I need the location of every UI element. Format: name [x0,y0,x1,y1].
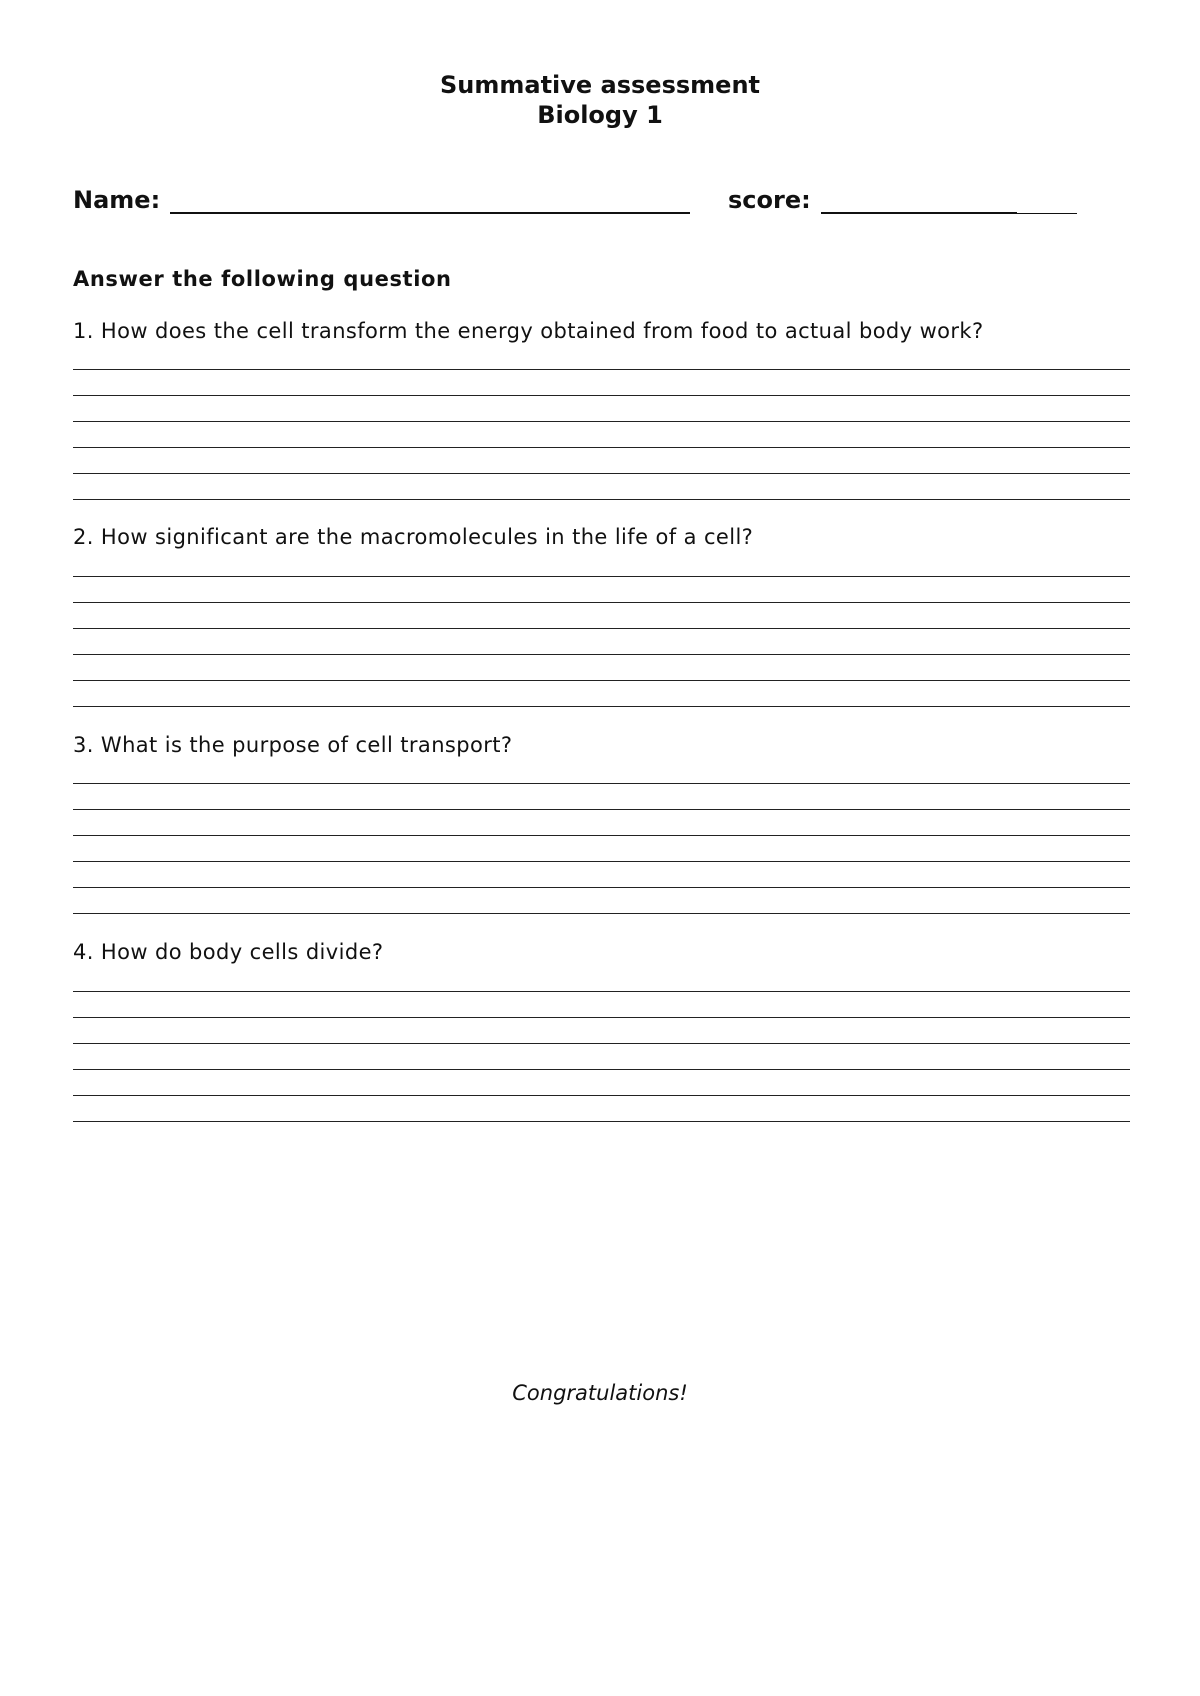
answer-line [73,628,1130,629]
score-blank-line[interactable] [821,188,1017,214]
answer-line [73,680,1130,681]
answer-line [73,1017,1130,1018]
answer-line [73,913,1130,914]
name-label: Name: [73,186,161,214]
answer-line [73,887,1130,888]
answer-line [73,447,1130,448]
name-field [73,186,690,214]
instructions: Answer the following question [73,267,452,291]
answer-line [73,991,1130,992]
answer-line [73,369,1130,370]
score-label: score: [728,186,811,214]
answer-line [73,706,1130,707]
document-header [0,70,1200,130]
question-1: 1. How does the cell transform the energy obtained from food to actual body work? [73,319,984,343]
answer-line [73,473,1130,474]
document-subtitle: Biology 1 [537,101,663,129]
answer-line [73,576,1130,577]
answer-line [73,499,1130,500]
question-4: 4. How do body cells divide? [73,940,384,964]
answer-line [73,654,1130,655]
answer-line [73,1069,1130,1070]
answer-line [73,1121,1130,1122]
answer-line [73,421,1130,422]
name-blank-line[interactable] [170,188,690,214]
answer-line [73,1095,1130,1096]
answer-line [73,783,1130,784]
question-3: 3. What is the purpose of cell transport? [73,733,513,757]
answer-line [73,1043,1130,1044]
answer-line [73,602,1130,603]
answer-line [73,861,1130,862]
closing-message: Congratulations! [512,1381,688,1405]
document-title: Summative assessment [439,71,760,99]
score-field [728,186,1077,214]
question-2: 2. How significant are the macromolecules in the life of a cell? [73,525,754,549]
score-blank-line-extension [1017,189,1077,214]
answer-line [73,835,1130,836]
answer-line [73,395,1130,396]
answer-line [73,809,1130,810]
